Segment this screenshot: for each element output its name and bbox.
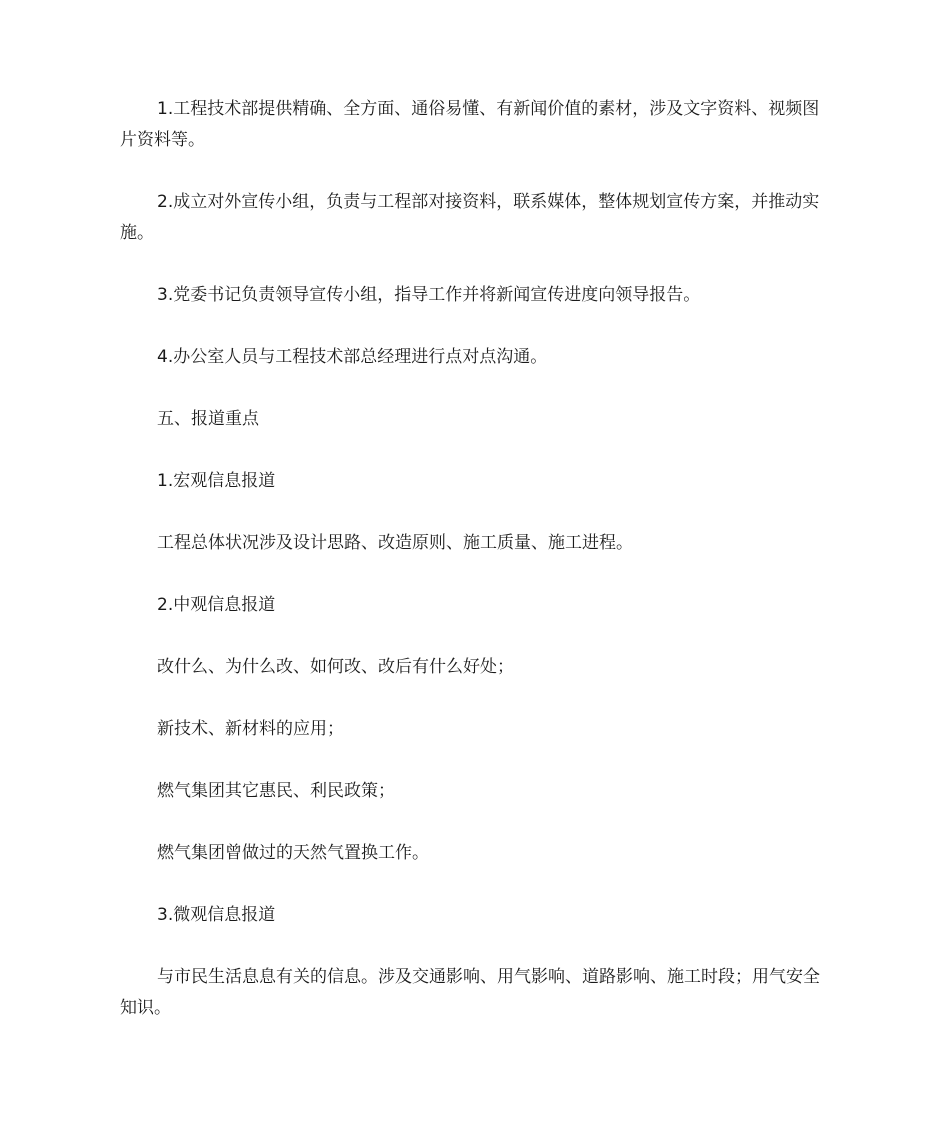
paragraph-gap (120, 683, 830, 714)
paragraph-gap (120, 156, 830, 187)
document-body (120, 94, 830, 1024)
subsection-heading-meso: 2.中观信息报道 (157, 595, 276, 615)
paragraph-gap (120, 931, 830, 962)
section-heading: 五、报道重点 (157, 409, 259, 429)
paragraph-item-2: 2.成立对外宣传小组，负责与工程部对接资料，联系媒体，整体规划宣传方案，并推动实施。 (120, 192, 820, 243)
paragraph-gap (120, 621, 830, 652)
paragraph-meso-item-3: 燃气集团其它惠民、利民政策； (157, 781, 395, 801)
paragraph-gap (120, 745, 830, 776)
paragraph-gap (120, 373, 830, 404)
subsection-heading-macro: 1.宏观信息报道 (157, 471, 276, 491)
paragraph-gap (120, 807, 830, 838)
subsection-heading-micro: 3.微观信息报道 (157, 905, 276, 925)
paragraph-meso-item-1: 改什么、为什么改、如何改、改后有什么好处； (157, 657, 514, 677)
paragraph-item-4: 4.办公室人员与工程技术部总经理进行点对点沟通。 (157, 347, 548, 367)
paragraph-micro-detail: 与市民生活息息有关的信息。涉及交通影响、用气影响、道路影响、施工时段；用气安全知识。 (120, 967, 820, 1018)
paragraph-meso-item-4: 燃气集团曾做过的天然气置换工作。 (157, 843, 429, 863)
paragraph-gap (120, 311, 830, 342)
paragraph-gap (120, 435, 830, 466)
paragraph-gap (120, 869, 830, 900)
paragraph-item-1: 1.工程技术部提供精确、全方面、通俗易懂、有新闻价值的素材，涉及文字资料、视频图片资料等。 (120, 99, 820, 150)
paragraph-gap (120, 249, 830, 280)
paragraph-macro-detail: 工程总体状况涉及设计思路、改造原则、施工质量、施工进程。 (157, 533, 633, 553)
paragraph-gap (120, 497, 830, 528)
paragraph-item-3: 3.党委书记负责领导宣传小组，指导工作并将新闻宣传进度向领导报告。 (157, 285, 701, 305)
paragraph-gap (120, 559, 830, 590)
paragraph-meso-item-2: 新技术、新材料的应用； (157, 719, 344, 739)
